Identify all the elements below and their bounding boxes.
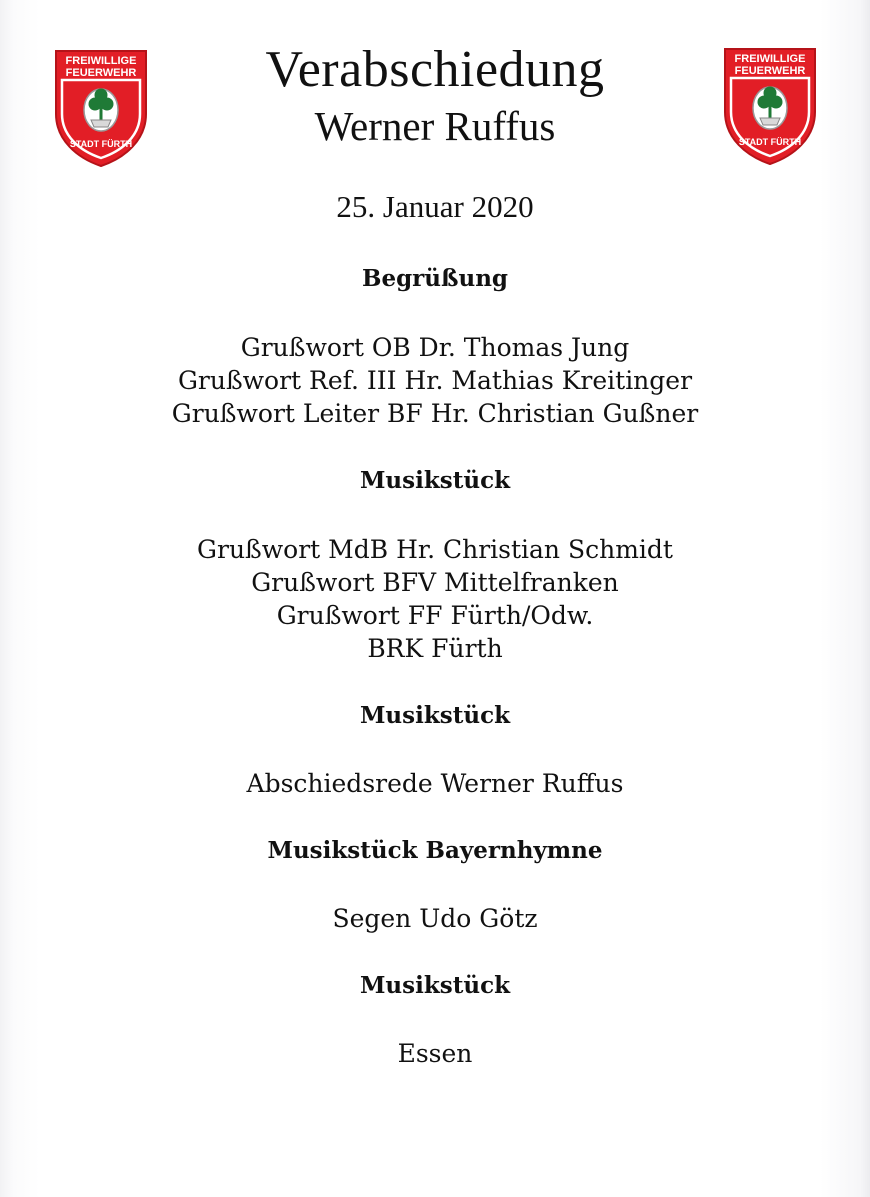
list-item: Abschiedsrede Werner Ruffus: [246, 769, 624, 798]
list-item: BRK Fürth: [367, 634, 503, 663]
page-subtitle: Werner Ruffus: [314, 103, 556, 149]
section-heading-musikstueck: Musikstück: [359, 972, 511, 999]
list-item: Grußwort Leiter BF Hr. Christian Gußner: [171, 399, 699, 428]
list-item: Essen: [397, 1039, 473, 1068]
section-heading-bayernhymne: Musikstück Bayernhymne: [267, 837, 603, 864]
list-item: Grußwort FF Fürth/Odw.: [276, 601, 594, 630]
list-item: Grußwort Ref. III Hr. Mathias Kreitinger: [177, 366, 693, 395]
list-item: Grußwort OB Dr. Thomas Jung: [240, 333, 630, 362]
list-item: Grußwort MdB Hr. Christian Schmidt: [197, 535, 673, 564]
svg-text:FEUERWEHR: FEUERWEHR: [734, 65, 806, 77]
event-date: 25. Januar 2020: [336, 189, 534, 224]
svg-text:STADT FÜRTH: STADT FÜRTH: [738, 137, 802, 147]
list-item: Grußwort BFV Mittelfranken: [251, 568, 619, 597]
svg-text:FREIWILLIGE: FREIWILLIGE: [734, 53, 806, 65]
svg-text:FEUERWEHR: FEUERWEHR: [65, 67, 137, 79]
page-title: Verabschiedung: [265, 41, 605, 98]
list-item: Segen Udo Götz: [332, 904, 538, 933]
section-heading-begruessung: Begrüßung: [362, 265, 508, 292]
section-heading-musikstueck: Musikstück: [359, 467, 511, 494]
svg-text:FREIWILLIGE: FREIWILLIGE: [65, 55, 137, 67]
svg-text:STADT FÜRTH: STADT FÜRTH: [69, 139, 133, 149]
section-heading-musikstueck: Musikstück: [359, 702, 511, 729]
program-list: [0, 262, 870, 1070]
